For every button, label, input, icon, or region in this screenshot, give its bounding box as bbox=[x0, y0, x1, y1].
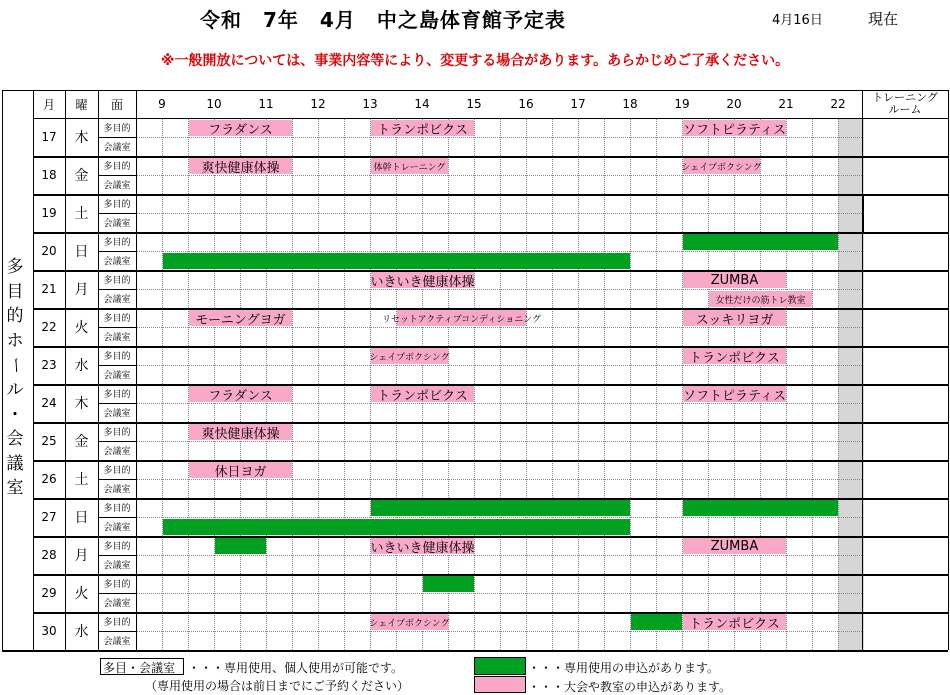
surface-separator bbox=[98, 289, 136, 290]
column-border bbox=[98, 90, 99, 650]
legend-room-label: 多目・会議室 bbox=[103, 661, 176, 675]
day-separator bbox=[33, 270, 948, 272]
side-label-char: ー bbox=[5, 357, 26, 375]
surface-hall: 多目的 bbox=[103, 124, 131, 134]
surface-meeting-room: 会議室 bbox=[103, 447, 131, 457]
side-border bbox=[2, 90, 33, 91]
legend-green-text: ・・・専用使用の申込があります。 bbox=[528, 661, 720, 675]
side-label-char: 会 bbox=[6, 429, 24, 450]
day-separator bbox=[33, 650, 948, 652]
side-label-char: ・ bbox=[6, 404, 24, 425]
surface-meeting-room: 会議室 bbox=[103, 409, 131, 419]
day-number: 30 bbox=[41, 624, 57, 638]
as-of-label: 現在 bbox=[868, 10, 899, 28]
event-block: トランポビクス bbox=[683, 348, 786, 364]
surface-hall: 多目的 bbox=[103, 352, 131, 362]
day-weekday: 日 bbox=[74, 510, 89, 526]
surface-separator bbox=[98, 213, 136, 214]
surface-separator bbox=[98, 365, 136, 366]
legend-pink-swatch bbox=[474, 676, 526, 693]
event-block: フラダンス bbox=[189, 120, 292, 136]
legend-pink-text: ・・・大会や教室の申込があります。 bbox=[528, 680, 732, 694]
day-number: 20 bbox=[41, 244, 57, 258]
hour-label: 21 bbox=[778, 97, 794, 111]
side-label-char: 議 bbox=[6, 453, 24, 474]
surface-hall: 多目的 bbox=[103, 276, 131, 286]
day-separator bbox=[33, 156, 948, 158]
event-block: フラダンス bbox=[189, 386, 292, 402]
surface-hall: 多目的 bbox=[103, 390, 131, 400]
surface-separator bbox=[98, 555, 136, 556]
row-midline bbox=[136, 517, 862, 518]
reserved-block bbox=[163, 253, 630, 269]
surface-separator bbox=[98, 631, 136, 632]
hour-label: 12 bbox=[310, 97, 326, 111]
event-block: ソフトピラティス bbox=[683, 386, 786, 402]
surface-hall: 多目的 bbox=[103, 542, 131, 552]
column-border bbox=[948, 90, 949, 650]
surface-hall: 多目的 bbox=[103, 504, 131, 514]
surface-meeting-room: 会議室 bbox=[103, 523, 131, 533]
row-midline bbox=[136, 289, 862, 290]
event-block: 女性だけの筋トレ教室 bbox=[709, 291, 812, 307]
day-weekday: 水 bbox=[74, 624, 89, 640]
event-block: シェイプボクシング bbox=[683, 158, 760, 174]
event-block: シェイプボクシング bbox=[371, 614, 448, 630]
side-label-char: 目 bbox=[6, 281, 24, 302]
side-label-char: 室 bbox=[6, 478, 24, 499]
surface-separator bbox=[98, 137, 136, 138]
side-label-char: 的 bbox=[6, 306, 24, 327]
event-block: ZUMBA bbox=[683, 272, 786, 288]
hour-label: 17 bbox=[570, 97, 586, 111]
surface-meeting-room: 会議室 bbox=[103, 599, 131, 609]
day-number: 19 bbox=[41, 206, 57, 220]
hour-label: 16 bbox=[518, 97, 534, 111]
day-number: 25 bbox=[41, 434, 57, 448]
day-number: 24 bbox=[41, 396, 57, 410]
day-weekday: 火 bbox=[74, 320, 89, 336]
row-midline bbox=[136, 251, 862, 252]
col-header-surface: 面 bbox=[110, 97, 123, 112]
hour-label: 20 bbox=[726, 97, 742, 111]
row-midline bbox=[136, 593, 862, 594]
day-weekday: 木 bbox=[74, 130, 89, 146]
col-header-training-room: トレーニング ルーム bbox=[872, 91, 938, 116]
hour-label: 11 bbox=[258, 97, 274, 111]
event-block: ソフトピラティス bbox=[683, 120, 786, 136]
surface-meeting-room: 会議室 bbox=[103, 219, 131, 229]
day-separator bbox=[33, 232, 948, 234]
surface-meeting-room: 会議室 bbox=[103, 333, 131, 343]
day-weekday: 土 bbox=[74, 472, 89, 488]
hour-label: 15 bbox=[466, 97, 482, 111]
surface-meeting-room: 会議室 bbox=[103, 485, 131, 495]
hour-label: 13 bbox=[362, 97, 378, 111]
day-weekday: 金 bbox=[74, 168, 89, 184]
table-border bbox=[33, 90, 948, 91]
surface-separator bbox=[98, 327, 136, 328]
surface-meeting-room: 会議室 bbox=[103, 371, 131, 381]
event-block: 爽快健康体操 bbox=[189, 424, 292, 440]
col-header-weekday: 曜 bbox=[75, 97, 88, 112]
surface-meeting-room: 会議室 bbox=[103, 295, 131, 305]
table-border bbox=[33, 118, 948, 119]
row-midline bbox=[136, 555, 862, 556]
hour-label: 9 bbox=[158, 97, 166, 111]
surface-hall: 多目的 bbox=[103, 200, 131, 210]
surface-hall: 多目的 bbox=[103, 466, 131, 476]
day-separator bbox=[33, 422, 948, 424]
update-date: 4月16日 bbox=[772, 13, 823, 28]
event-block: リセットアクティブコンディショニング bbox=[397, 310, 526, 326]
day-weekday: 木 bbox=[74, 396, 89, 412]
surface-meeting-room: 会議室 bbox=[103, 181, 131, 191]
day-separator bbox=[33, 194, 948, 196]
surface-separator bbox=[98, 403, 136, 404]
day-weekday: 金 bbox=[74, 434, 89, 450]
reserved-block bbox=[683, 500, 838, 516]
surface-hall: 多目的 bbox=[103, 314, 131, 324]
day-weekday: 日 bbox=[74, 244, 89, 260]
day-weekday: 月 bbox=[74, 548, 89, 564]
event-block: 休日ヨガ bbox=[189, 462, 292, 478]
surface-hall: 多目的 bbox=[103, 428, 131, 438]
hour-label: 14 bbox=[414, 97, 430, 111]
surface-meeting-room: 会議室 bbox=[103, 143, 131, 153]
event-block: トランポビクス bbox=[371, 386, 474, 402]
side-label-char: 多 bbox=[6, 257, 24, 277]
reserved-block bbox=[631, 614, 682, 630]
marker-line bbox=[862, 194, 864, 232]
legend-room-text: ・・・専用使用、個人使用が可能です。 bbox=[188, 661, 404, 675]
event-block: 爽快健康体操 bbox=[189, 158, 292, 174]
day-weekday: 火 bbox=[74, 586, 89, 602]
surface-separator bbox=[98, 517, 136, 518]
day-weekday: 月 bbox=[74, 282, 89, 298]
surface-separator bbox=[98, 175, 136, 176]
day-number: 28 bbox=[41, 548, 57, 562]
day-separator bbox=[33, 346, 948, 348]
day-number: 26 bbox=[41, 472, 57, 486]
surface-hall: 多目的 bbox=[103, 580, 131, 590]
surface-hall: 多目的 bbox=[103, 238, 131, 248]
hour-label: 22 bbox=[830, 97, 846, 111]
day-number: 17 bbox=[41, 130, 57, 144]
day-number: 27 bbox=[41, 510, 57, 524]
day-separator bbox=[33, 536, 948, 538]
column-border bbox=[65, 90, 66, 650]
reserved-block bbox=[423, 576, 474, 592]
day-separator bbox=[33, 574, 948, 576]
day-separator bbox=[33, 384, 948, 386]
notice-text: ※一般開放については、事業内容等により、変更する場合があります。あらかじめご了承ください。 bbox=[160, 53, 790, 69]
hour-label: 18 bbox=[622, 97, 638, 111]
surface-meeting-room: 会議室 bbox=[103, 257, 131, 267]
day-separator bbox=[33, 612, 948, 614]
column-border bbox=[862, 90, 863, 650]
event-block: いきいき健康体操 bbox=[371, 538, 474, 554]
day-separator bbox=[33, 498, 948, 500]
surface-hall: 多目的 bbox=[103, 618, 131, 628]
legend-room-note: （専用使用の場合は前日までにご予約ください） bbox=[145, 679, 410, 693]
day-number: 18 bbox=[41, 168, 57, 182]
event-block: 体幹トレーニング bbox=[371, 158, 448, 174]
event-block: ZUMBA bbox=[683, 538, 786, 554]
row-midline bbox=[136, 213, 862, 214]
col-header-month: 月 bbox=[42, 97, 55, 112]
side-label-char: ル bbox=[6, 379, 24, 400]
day-weekday: 水 bbox=[74, 358, 89, 374]
day-number: 21 bbox=[41, 282, 57, 296]
hour-label: 10 bbox=[206, 97, 222, 111]
reserved-block bbox=[371, 500, 630, 516]
day-weekday: 土 bbox=[74, 206, 89, 222]
side-border bbox=[2, 650, 33, 652]
event-block: シェイプボクシング bbox=[371, 348, 448, 364]
surface-separator bbox=[98, 593, 136, 594]
hour-label: 19 bbox=[674, 97, 690, 111]
event-block: トランポビクス bbox=[371, 120, 474, 136]
side-label bbox=[2, 255, 28, 501]
reserved-block bbox=[683, 234, 838, 250]
reserved-block bbox=[163, 519, 630, 535]
surface-separator bbox=[98, 479, 136, 480]
side-label-char: ホ bbox=[6, 330, 24, 351]
column-border bbox=[136, 90, 137, 650]
event-block: スッキリヨガ bbox=[683, 310, 786, 326]
surface-meeting-room: 会議室 bbox=[103, 561, 131, 571]
day-number: 23 bbox=[41, 358, 57, 372]
surface-hall: 多目的 bbox=[103, 162, 131, 172]
day-separator bbox=[33, 460, 948, 462]
page-title: 令和 7年 4月 中之島体育館予定表 bbox=[200, 8, 566, 32]
legend-green-swatch bbox=[474, 657, 526, 675]
surface-separator bbox=[98, 251, 136, 252]
event-block: トランポビクス bbox=[683, 614, 786, 630]
event-block: いきいき健康体操 bbox=[371, 272, 474, 288]
surface-separator bbox=[98, 441, 136, 442]
day-number: 29 bbox=[41, 586, 57, 600]
reserved-block bbox=[215, 538, 266, 554]
event-block: モーニングヨガ bbox=[189, 310, 292, 326]
column-border bbox=[33, 90, 34, 650]
day-number: 22 bbox=[41, 320, 57, 334]
surface-meeting-room: 会議室 bbox=[103, 637, 131, 647]
day-separator bbox=[33, 308, 948, 310]
